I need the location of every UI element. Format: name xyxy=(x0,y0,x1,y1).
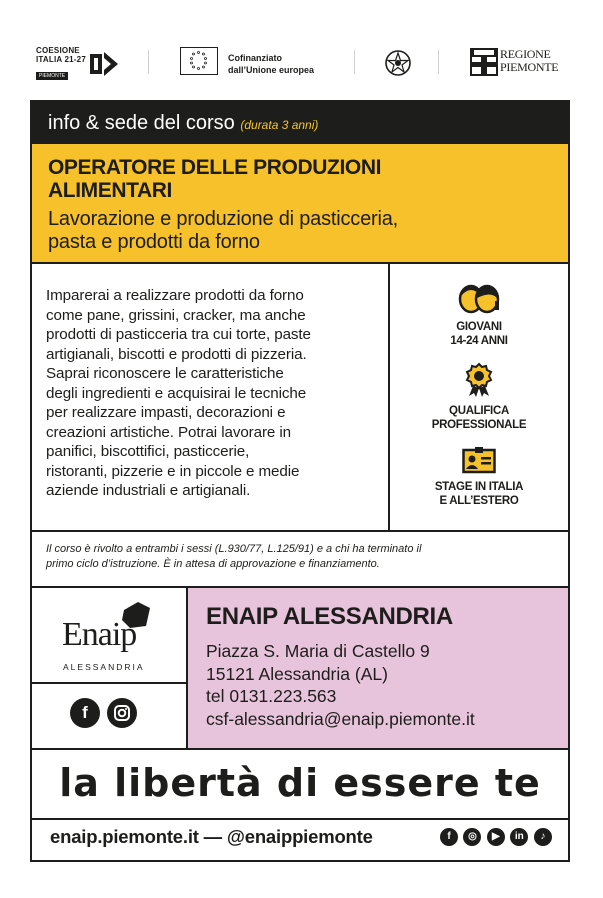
enaip-logo-word: Enaip xyxy=(62,616,137,653)
description-line: prodotti di pasticceria tra cui torte, paste xyxy=(46,326,311,343)
facebook-icon[interactable]: f xyxy=(70,698,100,728)
regione-line1: REGIONE xyxy=(500,47,551,61)
eu-line2: dall’Unione europea xyxy=(228,65,315,75)
feature-stage-line1: STAGE IN ITALIA xyxy=(434,481,524,493)
info-bar xyxy=(32,102,568,144)
facebook-icon[interactable]: f xyxy=(440,828,458,846)
info-bar-title: info & sede del corso xyxy=(48,112,235,134)
description-line: Saprai riconoscere le caratteristiche xyxy=(46,365,284,382)
course-title-line2: ALIMENTARI xyxy=(48,179,172,202)
feature-stage-line2: E ALL’ESTERO xyxy=(439,495,519,507)
feature-stage xyxy=(390,446,568,508)
feature-qualification-line1: QUALIFICA xyxy=(449,405,509,417)
contact-phone[interactable]: tel 0131.223.563 xyxy=(206,686,337,706)
eu-cofunding-text xyxy=(228,52,314,76)
feature-youth-line1: GIOVANI xyxy=(456,321,502,333)
award-icon xyxy=(461,362,497,398)
contact-name: ENAIP ALESSANDRIA xyxy=(206,603,453,630)
coesione-arrow-icon xyxy=(88,50,120,78)
enaip-logo-sub: ALESSANDRIA xyxy=(63,662,145,672)
course-title xyxy=(48,156,548,202)
header-divider xyxy=(148,50,149,74)
eu-line1: Cofinanziato xyxy=(228,53,282,63)
slogan-text: la libertà di essere te xyxy=(59,761,541,805)
footer-social-icons xyxy=(440,828,553,846)
linkedin-icon[interactable]: in xyxy=(510,828,528,846)
tiktok-icon[interactable]: ♪ xyxy=(534,828,552,846)
legal-note-line1: Il corso è rivolto a entrambi i sessi (L.930/77, L.125/91) e a chi ha terminato il xyxy=(46,543,422,555)
feature-youth-line2: 14-24 ANNI xyxy=(450,335,508,347)
badge-icon xyxy=(462,446,496,474)
feature-qualification-line2: PROFESSIONALE xyxy=(431,419,527,431)
contact-address1: Piazza S. Maria di Castello 9 xyxy=(206,641,430,661)
contact-address2: 15121 Alessandria (AL) xyxy=(206,663,388,684)
youth-icon xyxy=(457,284,501,314)
description-line: degli ingredienti e acquisirai le tecniche xyxy=(46,384,307,402)
course-header xyxy=(32,144,568,264)
legal-note-line2: primo ciclo d’istruzione. È in attesa di approvazione e finanziamento. xyxy=(46,558,380,570)
section-divider xyxy=(32,530,568,532)
instagram-icon[interactable]: ◎ xyxy=(463,828,481,846)
course-description xyxy=(46,286,376,501)
regione-piemonte-logo xyxy=(470,47,559,81)
legal-note xyxy=(46,542,556,572)
description-line: artigianali, biscotti e prodotti di pizzeria. xyxy=(46,345,307,363)
info-bar-duration: (durata 3 anni) xyxy=(240,118,319,132)
course-title-line1: OPERATORE DELLE PRODUZIONI xyxy=(48,156,382,179)
coesione-tag: PIEMONTE xyxy=(36,72,68,80)
description-line: per realizzare impasti, decorazioni e xyxy=(46,404,286,421)
description-line: aziende industriali e artigianali. xyxy=(46,482,251,499)
description-line: come pane, grissini, cracker, ma anche xyxy=(46,306,306,324)
coesione-line1: COESIONE xyxy=(36,46,80,55)
youtube-icon[interactable]: ▶ xyxy=(487,828,505,846)
eu-flag-icon xyxy=(180,47,218,75)
coesione-line2: ITALIA 21-27 xyxy=(36,55,86,64)
description-line: ristoranti, pizzerie e in piccole e medie xyxy=(46,462,300,480)
contact-details xyxy=(206,640,475,730)
description-line: panifici, biscottifici, pasticcerie, xyxy=(46,443,250,460)
section-divider xyxy=(32,818,568,820)
description-line: Imparerai a realizzare prodotti da forno xyxy=(46,287,304,304)
feature-qualification xyxy=(390,362,568,432)
contact-box xyxy=(188,588,568,748)
slogan xyxy=(32,748,568,818)
description-line: creazioni artistiche. Potrai lavorare in xyxy=(46,423,292,441)
header-divider xyxy=(354,50,355,74)
contact-email[interactable]: csf-alessandria@enaip.piemonte.it xyxy=(206,708,475,729)
regione-line2: PIEMONTE xyxy=(500,60,559,74)
instagram-icon[interactable] xyxy=(107,698,137,728)
logo-divider xyxy=(32,682,186,684)
course-subtitle-line1: Lavorazione e produzione di pasticceria, xyxy=(48,208,398,230)
feature-youth xyxy=(390,284,568,348)
course-subtitle xyxy=(48,208,548,254)
footer-text[interactable]: enaip.piemonte.it — @enaippiemonte xyxy=(50,826,373,847)
enaip-social-row xyxy=(70,698,140,728)
coesione-italia-logo xyxy=(36,46,120,82)
enaip-logo-box xyxy=(32,588,186,748)
italian-republic-emblem-icon xyxy=(384,48,412,83)
regione-shield-icon xyxy=(470,48,498,76)
header-divider xyxy=(438,50,439,74)
course-subtitle-line2: pasta e prodotti da forno xyxy=(48,231,260,253)
